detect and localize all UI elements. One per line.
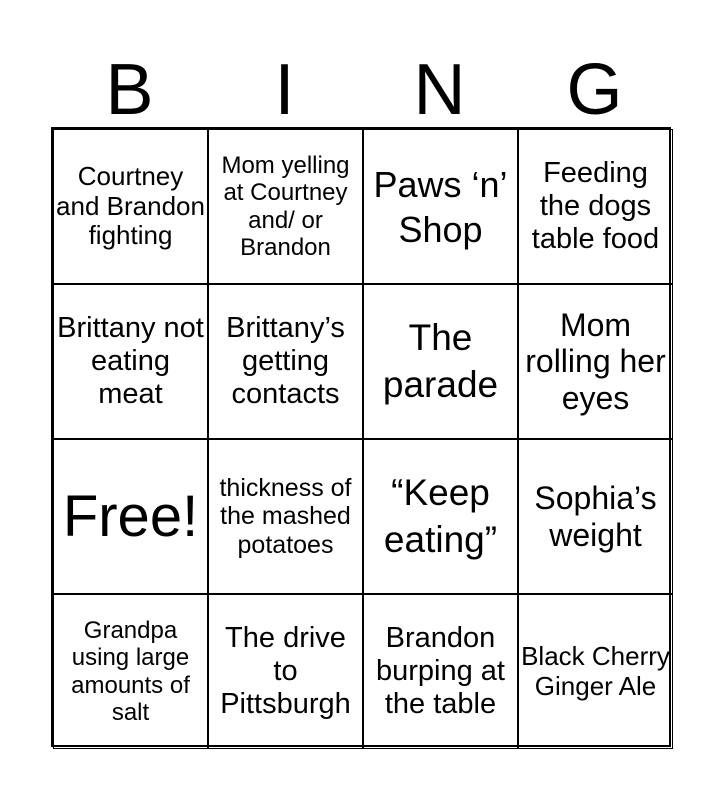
cell-label: “Keep eating”	[383, 472, 498, 560]
bingo-cell[interactable]	[53, 284, 208, 439]
header-letter-g: G	[566, 50, 623, 130]
bingo-cell[interactable]	[53, 129, 208, 284]
cell-label: The drive to Pittsburgh	[220, 622, 351, 720]
free-space-label: Free!	[62, 483, 199, 549]
header-letter-n: N	[413, 50, 466, 130]
bingo-cell[interactable]	[208, 594, 363, 749]
cell-label: Grandpa using large amounts of salt	[71, 617, 190, 726]
bingo-cell[interactable]	[363, 284, 518, 439]
bingo-cell[interactable]	[363, 439, 518, 594]
header-letter-b: B	[105, 50, 154, 130]
header-letter-i: I	[274, 50, 295, 130]
cell-label: Sophia’s weight	[534, 480, 657, 553]
cell-label: Paws ‘n’ Shop	[373, 163, 508, 250]
bingo-card-grid	[51, 127, 671, 747]
bingo-cell[interactable]	[363, 129, 518, 284]
bingo-cell[interactable]	[518, 284, 673, 439]
cell-label: thickness of the mashed potatoes	[219, 474, 352, 559]
cell-label: Brittany’s getting contacts	[226, 312, 345, 410]
cell-label: Brittany not eating meat	[57, 312, 204, 410]
cell-label: The parade	[382, 317, 499, 405]
bingo-cell[interactable]	[518, 594, 673, 749]
cell-label: Courtney and Brandon fighting	[56, 161, 205, 251]
bingo-cell[interactable]	[208, 129, 363, 284]
bingo-cell[interactable]	[208, 439, 363, 594]
cell-label: Brandon burping at the table	[376, 622, 505, 720]
bingo-cell[interactable]	[518, 129, 673, 284]
free-space-cell[interactable]	[53, 439, 208, 594]
cell-label: Black Cherry Ginger Ale	[521, 641, 670, 701]
bingo-cell[interactable]	[363, 594, 518, 749]
bingo-header	[52, 52, 672, 128]
bingo-cell[interactable]	[53, 594, 208, 749]
cell-label: Feeding the dogs table food	[531, 157, 660, 255]
cell-label: Mom yelling at Courtney and/ or Brandon	[221, 152, 350, 261]
bingo-cell[interactable]	[208, 284, 363, 439]
bingo-cell[interactable]	[518, 439, 673, 594]
cell-label: Mom rolling her eyes	[525, 307, 666, 416]
